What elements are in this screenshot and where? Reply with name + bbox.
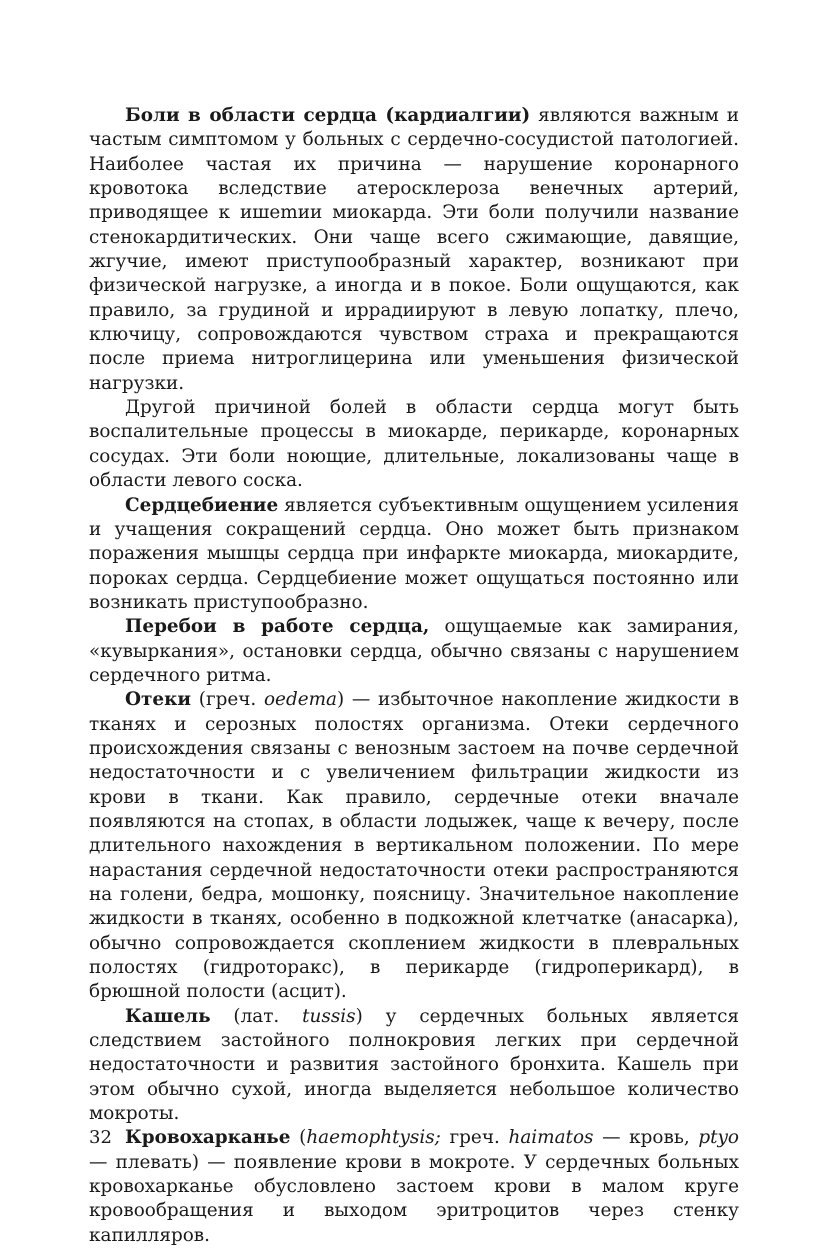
paragraph-text: — кровь, [593, 1127, 699, 1149]
paragraph-text: ) — избыточное накопление жидкости в тканях и серозных полостях организма. Отеки сердечного происхождения связаны с венозным застоем на почве сердечной недостаточности и с увеличением фильтрации жидкости из крови в ткани. Как правило, сердечные отеки вначале появляются на стопах, в области лодыжек, чаще к вечеру, после длительного нахождения в вертикальном положении. По мере нарастания сердечной недостаточности отеки распространяются на голени, бедра, мошонку, поясницу. Значительное накопление жидкости в тканях, особенно в подкожной клетчатке (анасарка), обычно сопровождается скоплением жидкости в плевральных полостях (гидроторакс), в перикарде (гидроперикард), в брюшной полости (асцит). [89, 689, 739, 1003]
term-arrhythmia: Перебои в работе сердца, [125, 616, 430, 638]
term-cough: Кашель [125, 1005, 211, 1027]
paragraph-text: Другой причиной болей в области сердца могут быть воспалительные процессы в миокарде, перикарде, коронарных сосудах. Эти боли ноющие, длительные, локализованы чаще в области левого соска. [89, 397, 739, 492]
term-hemoptysis: Кровохарканье [125, 1127, 291, 1149]
page-number: 32 [89, 1127, 112, 1148]
paragraph-text: являются важным и частым симптомом у больных с сердечно-сосудистой патологией. Наиболее частая их причина — нарушение коронарного кровотока вследствие атеросклероза венечных артерий, приводящее к ишеmии миокарда. Эти боли получили название стенокардитических. Они чаще всего сжимающие, давящие, жгучие, имеют приступообразный характер, возникают при физической нагрузке, а иногда и в покое. Боли ощущаются, как правило, за грудиной и иррадиируют в левую лопатку, плечо, ключицу, сопровождаются чувством страха и прекращаются после приема нитроглицерина или уменьшения физической нагрузки. [89, 105, 740, 394]
paragraph-edema [89, 688, 739, 1004]
paragraph-text: греч. [440, 1127, 509, 1149]
paragraph-text: ощущаемые как замирания, «кувыркания», остановки сердца, обычно связаны с нарушением сердечного ритма. [89, 616, 739, 686]
paragraph-text: (лат. [210, 1005, 303, 1027]
latin-term: haemophtysis; [306, 1127, 441, 1149]
latin-term: tussis [302, 1005, 356, 1027]
paragraph-text: (греч. [191, 689, 264, 711]
paragraph-text: ) у сердечных больных является следствием застойного полнокровия легких при сердечной недостаточности и развития застойного бронхита. Кашель при этом обычно сухой, иногда выделяется небольшое количество мокроты. [89, 1005, 739, 1125]
paragraph-text: — плевать) — появление крови в мокроте. У сердечных больных кровохарканье обусловлено застоем крови в малом круге кровообращения и выходом эритроцитов через стенку капилляров. [89, 1151, 739, 1246]
latin-term: oedema [263, 689, 337, 711]
paragraph-inflammatory-pain [89, 396, 739, 493]
paragraph-palpitations [89, 494, 739, 616]
page-body [89, 104, 739, 1248]
paragraph-text: ( [290, 1127, 307, 1149]
term-palpitations: Сердцебиение [125, 494, 279, 516]
paragraph-arrhythmia [89, 615, 739, 688]
paragraph-text: является субъективным ощущением усиления и учащения сокращений сердца. Оно может быть признаком поражения мышцы сердца при инфаркте миокарда, миокардите, пороках сердца. Сердцебиение может ощущаться постоянно или возникать приступообразно. [89, 494, 739, 613]
paragraph-cough [89, 1005, 739, 1127]
term-cardialgia: Боли в области сердца (кардиалгии) [125, 105, 531, 126]
greek-term: haimatos [508, 1127, 594, 1149]
term-edema: Отеки [125, 689, 192, 711]
paragraph-hemoptysis [89, 1126, 739, 1248]
greek-term: ptyo [698, 1127, 739, 1149]
paragraph-cardialgia [89, 104, 739, 396]
